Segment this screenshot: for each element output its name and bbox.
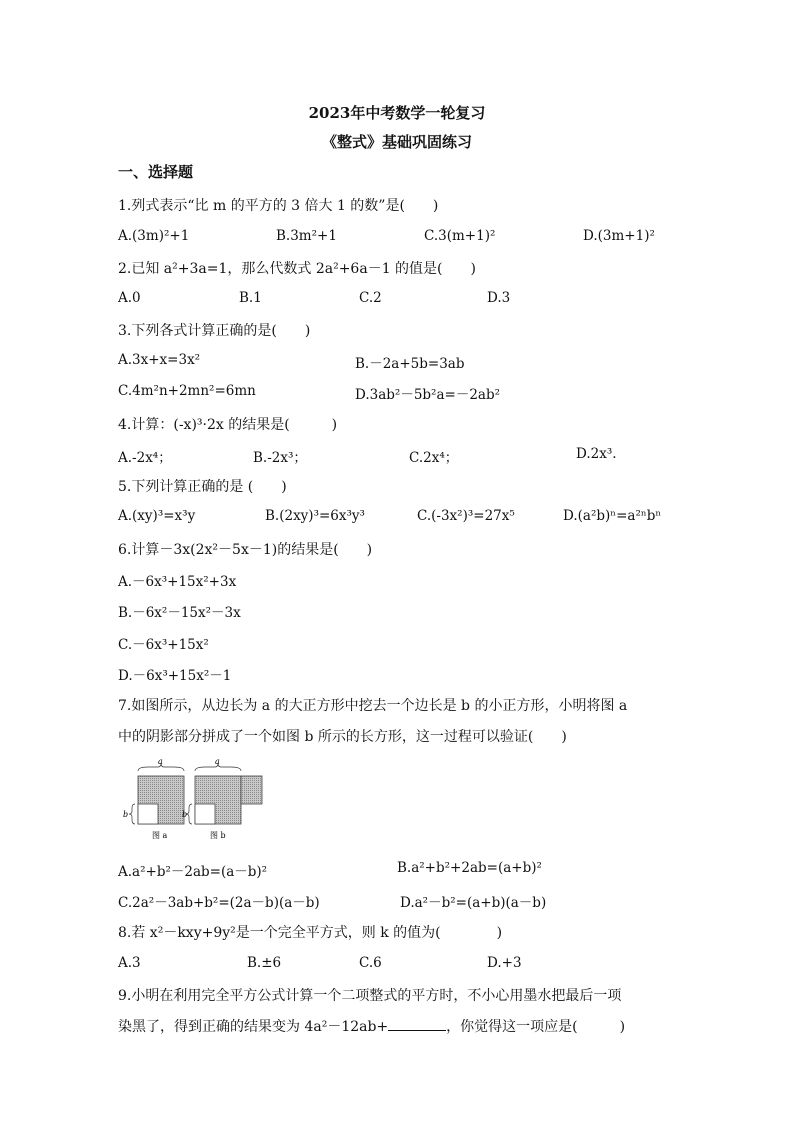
q5-option-d: D.(a²b)ⁿ=a²ⁿbⁿ — [563, 508, 662, 524]
q6-option-d: D.－6x³+15x²－1 — [118, 668, 232, 684]
q4-option-b: B.-2x³； — [253, 450, 307, 466]
page-title: 2023年中考数学一轮复习 — [308, 104, 486, 122]
q8-option-d: D.+3 — [487, 955, 522, 971]
q3-option-d: D.3ab²－5b²a=－2ab² — [355, 387, 501, 403]
q7-option-b: B.a²+b²+2ab=(a+b)² — [397, 860, 542, 876]
question-2-stem: 2.已知 a²+3a=1，那么代数式 2a²+6a－1 的值是( ) — [118, 261, 476, 277]
q1-option-d: D.(3m+1)² — [583, 228, 655, 244]
page-subtitle: 《整式》基础巩固练习 — [321, 133, 472, 151]
q9-stem-after-blank: ，你觉得这一项应是( ) — [446, 1019, 626, 1035]
q4-option-a: A.-2x⁴； — [118, 450, 172, 466]
q3-option-a: A.3x+x=3x² — [118, 352, 201, 368]
q7-option-a: A.a²+b²－2ab=(a－b)² — [118, 864, 268, 880]
q6-option-c: C.－6x³+15x² — [118, 637, 209, 653]
question-4-stem: 4.计算：(-x)³·2x 的结果是( ) — [118, 417, 338, 433]
q2-option-a: A.0 — [118, 290, 141, 306]
q1-option-a: A.(3m)²+1 — [118, 228, 190, 244]
q2-option-c: C.2 — [359, 290, 382, 306]
figure-b-small-square — [195, 804, 215, 824]
q5-option-a: A.(xy)³=x³y — [118, 508, 196, 524]
question-1-stem: 1.列式表示“比 m 的平方的 3 倍大 1 的数”是( ) — [118, 198, 439, 214]
q7-option-c: C.2a²－3ab+b²=(2a－b)(a－b) — [118, 895, 320, 911]
figure-a-caption: 图 a — [152, 831, 168, 840]
figure-a-label-b: b — [123, 810, 129, 819]
q1-option-b: B.3m²+1 — [276, 228, 337, 244]
q8-option-b: B.±6 — [247, 955, 282, 971]
q6-option-b: B.－6x²－15x²－3x — [118, 605, 241, 621]
q2-option-b: B.1 — [239, 290, 262, 306]
q3-option-b: B.－2a+5b=3ab — [355, 356, 465, 372]
q2-option-d: D.3 — [487, 290, 511, 306]
section-heading: 一、选择题 — [118, 163, 194, 181]
q4-option-c: C.2x⁴； — [409, 450, 459, 466]
figure-b-moved-piece — [241, 776, 262, 804]
question-7-stem-line1: 7.如图所示，从边长为 a 的大正方形中挖去一个边长是 b 的小正方形，小明将图 a — [118, 698, 628, 714]
q5-option-b: B.(2xy)³=6x³y³ — [265, 508, 365, 524]
question-9-stem-line1: 9.小明在利用完全平方公式计算一个二项整式的平方时，不小心用墨水把最后一项 — [118, 988, 622, 1004]
question-3-stem: 3.下列各式计算正确的是( ) — [118, 323, 311, 339]
q6-option-a: A.－6x³+15x²+3x — [118, 574, 237, 590]
q9-stem-before-blank: 染黑了，得到正确的结果变为 4a²－12ab+ — [118, 1019, 389, 1035]
figure-a-label-a: a — [158, 757, 163, 766]
q8-option-c: C.6 — [359, 955, 382, 971]
q9-answer-blank — [388, 1018, 446, 1031]
figure-a-small-square — [138, 804, 158, 824]
question-7-stem-line2: 中的阴影部分拼成了一个如图 b 所示的长方形，这一过程可以验证( ) — [118, 729, 567, 745]
figure-a-brace-b — [129, 804, 135, 824]
q7-figure — [118, 756, 268, 846]
figure-b-label-b: b — [182, 810, 188, 819]
question-6-stem: 6.计算－3x(2x²－5x－1)的结果是( ) — [118, 542, 373, 558]
figure-b-label-a: a — [215, 757, 220, 766]
question-9-stem-line2 — [118, 1016, 625, 1036]
figure-a-diagram — [123, 757, 184, 840]
question-5-stem: 5.下列计算正确的是 ( ) — [118, 479, 287, 495]
q4-option-d: D.2x³. — [576, 446, 617, 462]
figure-b-diagram — [182, 757, 262, 840]
figure-b-caption: 图 b — [210, 831, 226, 840]
q3-option-c: C.4m²n+2mn²=6mn — [118, 383, 256, 399]
question-8-stem: 8.若 x²－kxy+9y²是一个完全平方式，则 k 的值为( ) — [118, 925, 503, 941]
q7-option-d: D.a²－b²=(a+b)(a－b) — [400, 895, 547, 911]
q5-option-c: C.(-3x²)³=27x⁵ — [417, 508, 515, 524]
q8-option-a: A.3 — [118, 955, 141, 971]
q1-option-c: C.3(m+1)² — [424, 228, 496, 244]
